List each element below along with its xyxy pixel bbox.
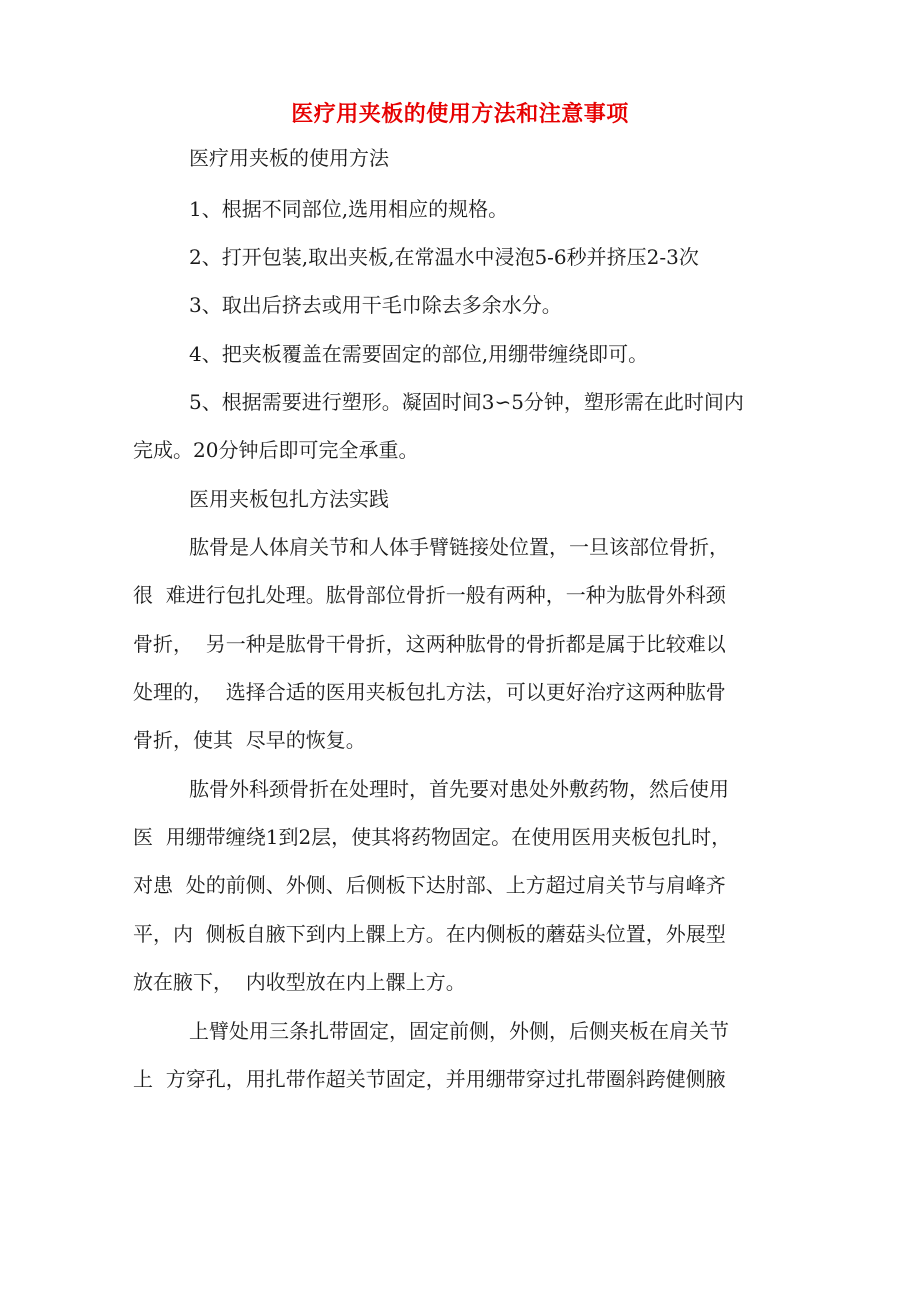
document-title: 医疗用夹板的使用方法和注意事项: [291, 101, 629, 127]
paragraph-line: 骨折，使其 尽早的恢复。: [133, 728, 366, 752]
paragraph-line: 平，内 侧板自腋下到内上髁上方。在内侧板的蘑菇头位置，外展型: [133, 922, 726, 946]
section-heading-usage: 医疗用夹板的使用方法: [189, 146, 389, 170]
section-heading-practice: 医用夹板包扎方法实践: [189, 487, 389, 511]
step-5-continued: 完成。20分钟后即可完全承重。: [133, 438, 419, 462]
step-1: 1、根据不同部位,选用相应的规格。: [189, 197, 509, 221]
step-2: 2、打开包装,取出夹板,在常温水中浸泡5-6秒并挤压2-3次: [189, 245, 699, 269]
paragraph-line: 很 难进行包扎处理。肱骨部位骨折一般有两种，一种为肱骨外科颈: [133, 583, 726, 607]
paragraph-line: 肱骨外科颈骨折在处理时，首先要对患处外敷药物，然后使用: [189, 777, 729, 801]
paragraph-line: 医 用绷带缠绕1到2层，使其将药物固定。在使用医用夹板包扎时，: [133, 825, 732, 849]
paragraph-line: 放在腋下， 内收型放在内上髁上方。: [133, 970, 466, 994]
paragraph-line: 上 方穿孔，用扎带作超关节固定，并用绷带穿过扎带圈斜跨健侧腋: [133, 1067, 726, 1091]
paragraph-line: 肱骨是人体肩关节和人体手臂链接处位置，一旦该部位骨折，: [189, 535, 729, 559]
step-3: 3、取出后挤去或用干毛巾除去多余水分。: [189, 293, 562, 317]
paragraph-line: 上臂处用三条扎带固定，固定前侧，外侧，后侧夹板在肩关节: [189, 1019, 729, 1043]
step-5: 5、根据需要进行塑形。凝固时间3∽5分钟，塑形需在此时间内: [189, 390, 744, 414]
paragraph-line: 处理的， 选择合适的医用夹板包扎方法，可以更好治疗这两种肱骨: [133, 680, 726, 704]
paragraph-line: 对患 处的前侧、外侧、后侧板下达肘部、上方超过肩关节与肩峰齐: [133, 873, 726, 897]
paragraph-line: 骨折， 另一种是肱骨干骨折，这两种肱骨的骨折都是属于比较难以: [133, 632, 726, 656]
step-4: 4、把夹板覆盖在需要固定的部位,用绷带缠绕即可。: [189, 342, 649, 366]
